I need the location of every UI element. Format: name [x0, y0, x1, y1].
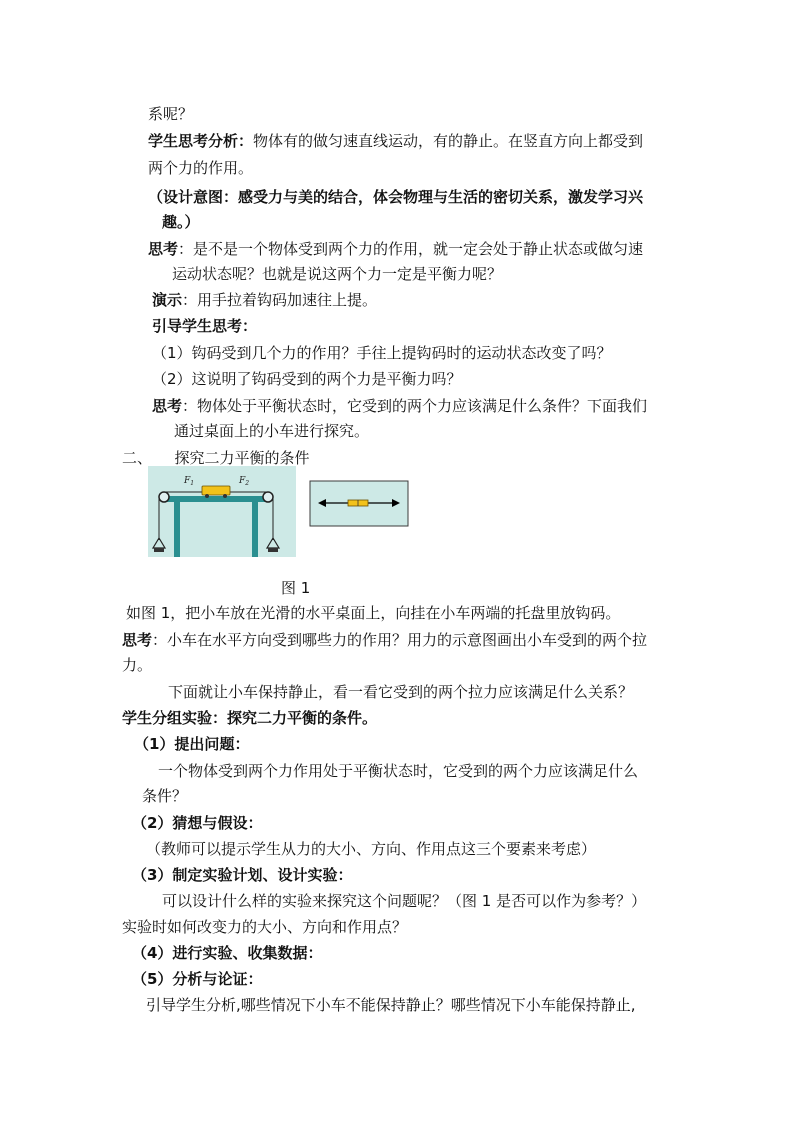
text-line — [134, 734, 249, 754]
bold-text: （3）制定实验计划、设计实验： — [132, 866, 353, 884]
text-run: 二、 探究二力平衡的条件 — [122, 449, 310, 467]
text-run: 通过桌面上的小车进行探究。 — [174, 422, 370, 440]
text-line — [132, 969, 262, 989]
force-f2-label: $F_2$ — [239, 476, 250, 487]
text-run: 图 1 — [281, 579, 311, 597]
text-line — [168, 682, 633, 702]
bold-text: 思考 — [152, 397, 183, 415]
text-line — [148, 187, 643, 207]
text-line — [152, 316, 257, 336]
text-line — [122, 708, 377, 728]
pulley-left — [159, 492, 169, 502]
text-line — [148, 158, 253, 178]
text-line — [122, 630, 647, 650]
text-run: 如图 1，把小车放在光滑的水平桌面上，向挂在小车两端的托盘里放钩码。 — [126, 604, 621, 622]
text-run: ：是不是一个物体受到两个力的作用，就一定会处于静止状态或做匀速 — [178, 240, 644, 258]
text-line — [122, 655, 152, 675]
text-run: 力。 — [122, 656, 153, 674]
table-top — [166, 496, 266, 502]
text-line — [132, 865, 352, 885]
bold-text: 引导学生思考： — [152, 317, 258, 335]
force-diagram-illustration — [296, 466, 418, 557]
text-line — [148, 131, 643, 151]
text-run: ：物体处于平衡状态时，它受到的两个力应该满足什么条件？下面我们 — [182, 397, 648, 415]
table-leg-right — [252, 502, 258, 557]
text-run: 物体有的做匀速直线运动，有的静止。在竖直方向上都受到 — [253, 132, 644, 150]
text-run: 一个物体受到两个力作用处于平衡状态时，它受到的两个力应该满足什么 — [158, 762, 639, 780]
bold-text: （设计意图：感受力与美的结合，体会物理与生活的密切关系，激发学习兴 — [148, 188, 644, 206]
text-line — [152, 343, 612, 363]
text-run: 可以设计什么样的实验来探究这个问题呢？（图 1 是否可以作为参考？） — [162, 892, 647, 910]
text-run: 系呢？ — [148, 105, 194, 123]
weight-right — [268, 548, 278, 552]
text-run: ：小车在水平方向受到哪些力的作用？用力的示意图画出小车受到的两个拉 — [152, 631, 648, 649]
text-run: 条件？ — [142, 787, 188, 805]
cart-body — [202, 486, 230, 495]
force-f1-label: $F_1$ — [184, 476, 195, 487]
text-run: 引导学生分析,哪些情况下小车不能保持静止？哪些情况下小车能保持静止, — [146, 996, 636, 1014]
text-run: 下面就让小车保持静止，看一看它受到的两个拉力应该满足什么关系？ — [168, 683, 634, 701]
text-run: （2）这说明了钩码受到的两个力是平衡力吗？ — [152, 370, 462, 388]
text-line — [174, 421, 369, 441]
bold-text: 思考 — [122, 631, 153, 649]
text-line — [122, 448, 310, 468]
bold-text: （4）进行实验、收集数据： — [132, 944, 323, 962]
text-run: 两个力的作用。 — [148, 159, 254, 177]
text-line — [132, 813, 262, 833]
text-line — [146, 839, 596, 859]
text-line — [148, 104, 193, 124]
bold-text: （5）分析与论证： — [132, 970, 263, 988]
text-line — [126, 603, 620, 623]
text-line — [172, 264, 502, 284]
text-run: ：用手拉着钩码加速往上提。 — [182, 291, 378, 309]
bold-text: 学生分组实验：探究二力平衡的条件。 — [122, 709, 378, 727]
text-line — [142, 786, 187, 806]
text-line — [146, 995, 636, 1015]
text-line — [148, 239, 643, 259]
text-run: （教师可以提示学生从力的大小、方向、作用点这三个要素来考虑） — [146, 840, 597, 858]
text-line — [132, 943, 322, 963]
cart-wheel-right — [223, 494, 227, 498]
bold-text: （2）猜想与假设： — [132, 814, 263, 832]
text-line — [281, 578, 310, 598]
text-line — [122, 917, 407, 937]
weight-left — [154, 548, 164, 552]
text-line — [152, 290, 377, 310]
text-run: 实验时如何改变力的大小、方向和作用点？ — [122, 918, 408, 936]
pulley-right — [263, 492, 273, 502]
text-line — [162, 891, 646, 911]
text-line — [152, 396, 647, 416]
bold-text: 学生思考分析： — [148, 132, 254, 150]
figure-force-diagram — [296, 466, 418, 557]
text-run: （1）钩码受到几个力的作用？手往上提钩码时的运动状态改变了吗？ — [152, 344, 612, 362]
text-run: 运动状态呢？也就是说这两个力一定是平衡力呢？ — [172, 265, 503, 283]
table-leg-left — [174, 502, 180, 557]
bold-text: 趣。） — [162, 213, 200, 231]
bold-text: 演示 — [152, 291, 183, 309]
cart-wheel-left — [205, 494, 209, 498]
text-line — [162, 212, 200, 232]
bold-text: （1）提出问题： — [134, 735, 250, 753]
bold-text: 思考 — [148, 240, 179, 258]
text-line — [152, 369, 462, 389]
text-line — [158, 761, 638, 781]
